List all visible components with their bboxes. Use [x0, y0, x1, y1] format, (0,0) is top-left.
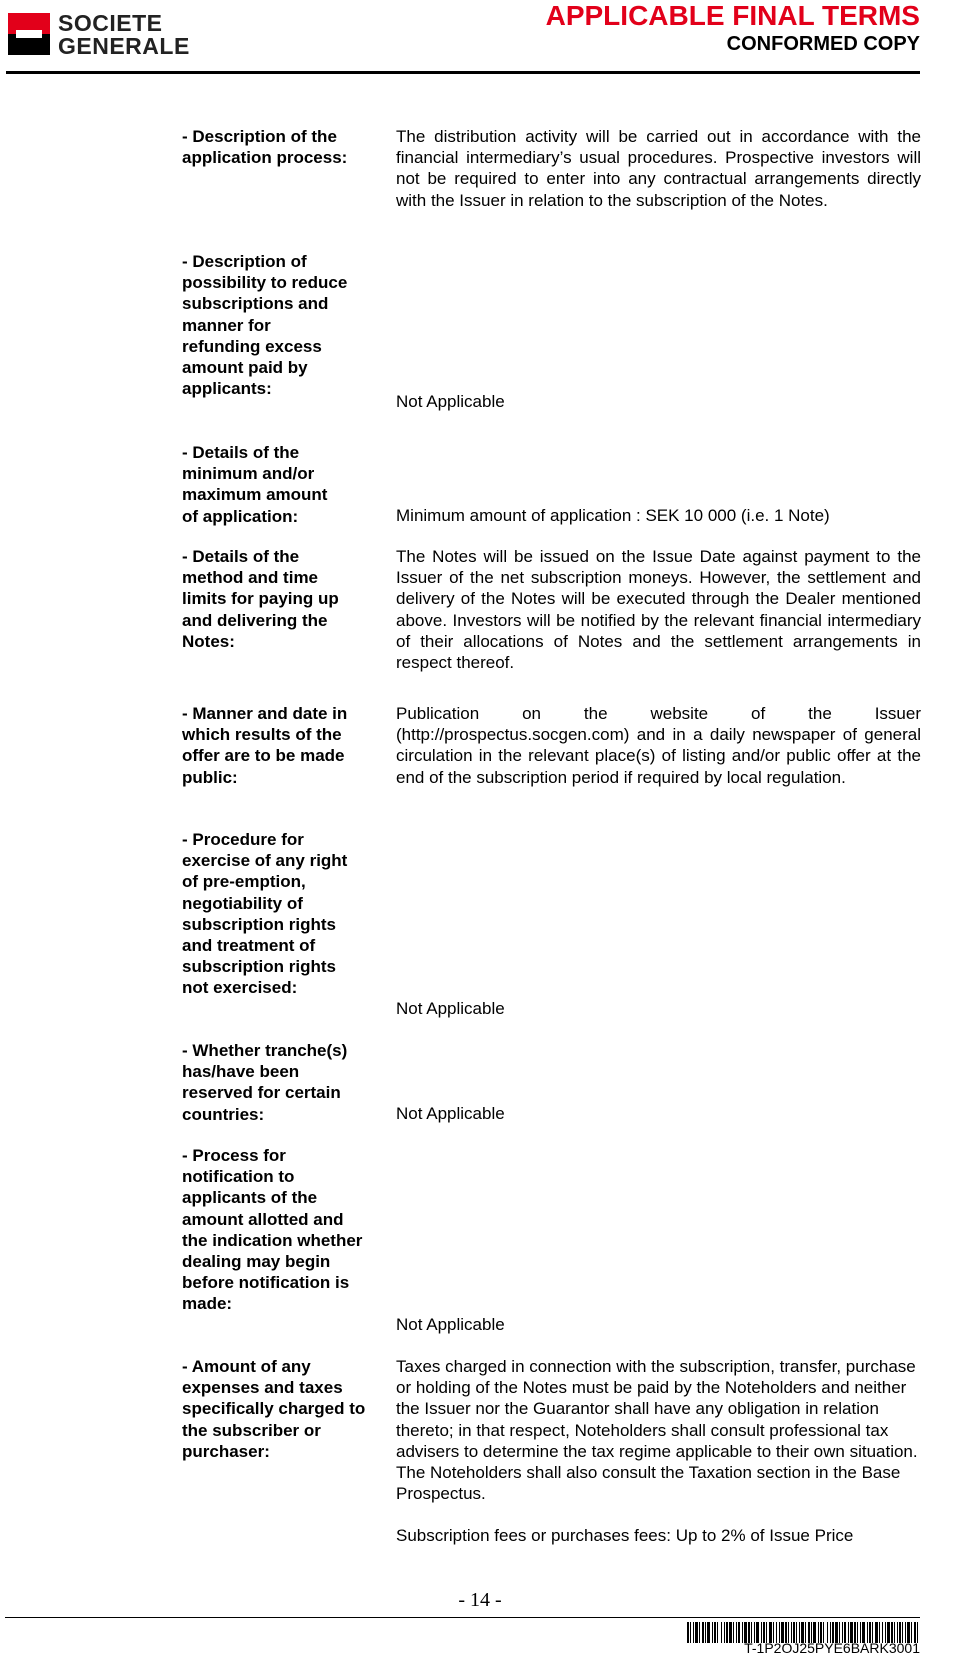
term-value: Not Applicable [396, 1104, 505, 1123]
term-value [396, 1356, 921, 1547]
term-label: - Description of possibility to reduce subscriptions and manner for refunding excess amount paid by applicants: [182, 252, 348, 399]
term-value: The Notes will be issued on the Issue Date against payment to the Issuer of the net subscription moneys. However, the settlement and delivery of the Notes will be executed through the Dealer mentioned above. Investors will be notified by the relevant financial intermediary of their allocations of Notes and the settlement arrangements in respect thereof. [396, 547, 921, 673]
term-label: - Details of the minimum and/or maximum amount of application: [182, 443, 328, 526]
term-label: - Manner and date in which results of the offer are to be made public: [182, 704, 348, 787]
document-subtitle: CONFORMED COPY [726, 33, 920, 55]
term-label: - Whether tranche(s) has/have been reserved for certain countries: [182, 1041, 348, 1124]
term-value: Not Applicable [396, 392, 505, 411]
term-value-paragraph: Taxes charged in connection with the subscription, transfer, purchase or holding of the Notes must be paid by the Noteholders and neither the Issuer nor the Guarantor shall have any obligation in relation thereto; in that respect, Noteholders shall consult professional tax advisers to determine the tax regime applicable to their own situation. The Noteholders shall also consult the Taxation section in the Base Prospectus. [396, 1357, 918, 1504]
term-value: Not Applicable [396, 1315, 505, 1334]
term-value: Minimum amount of application : SEK 10 000 (i.e. 1 Note) [396, 506, 830, 525]
logo-line-2: GENERALE [58, 33, 190, 59]
term-value: The distribution activity will be carried out in accordance with the financial intermediary’s usual procedures. Prospective investors will not be required to enter into any contractual arrangements directly with the Issuer in relation to the subscription of the Notes. [396, 127, 921, 210]
logo-text [58, 12, 190, 58]
logo-mark-icon [8, 13, 50, 55]
page-number: - 14 - [458, 1589, 502, 1611]
footer-divider [5, 1617, 920, 1618]
header-divider [6, 71, 920, 74]
term-label: - Amount of any expenses and taxes specifically charged to the subscriber or purchaser: [182, 1357, 366, 1461]
term-value: Not Applicable [396, 999, 505, 1018]
societe-generale-logo [8, 10, 248, 61]
logo-line-1: SOCIETE [58, 10, 163, 36]
term-label: - Process for notification to applicants of the amount allotted and the indication whether dealing may begin before notification is made: [182, 1146, 363, 1314]
term-label: - Procedure for exercise of any right of pre-emption, negotiability of subscription rights and treatment of subscription rights not exercised: [182, 830, 348, 998]
term-value-paragraph: Subscription fees or purchases fees: Up to 2% of Issue Price [396, 1526, 854, 1546]
document-title: APPLICABLE FINAL TERMS [545, 0, 920, 31]
term-label: - Description of the application process: [182, 127, 348, 168]
term-value: Publication on the website of the Issuer (http://prospectus.socgen.com) and in a daily newspaper of general circulation in the relevant place(s) of listing and/or public offer at the end of the subscription period if required by local regulation. [396, 704, 921, 787]
term-label: - Details of the method and time limits for paying up and delivering the Notes: [182, 547, 339, 651]
barcode-text: T-1P2OJ25PYE6BARK3001 [744, 1640, 920, 1656]
header-title-block [546, 0, 920, 56]
